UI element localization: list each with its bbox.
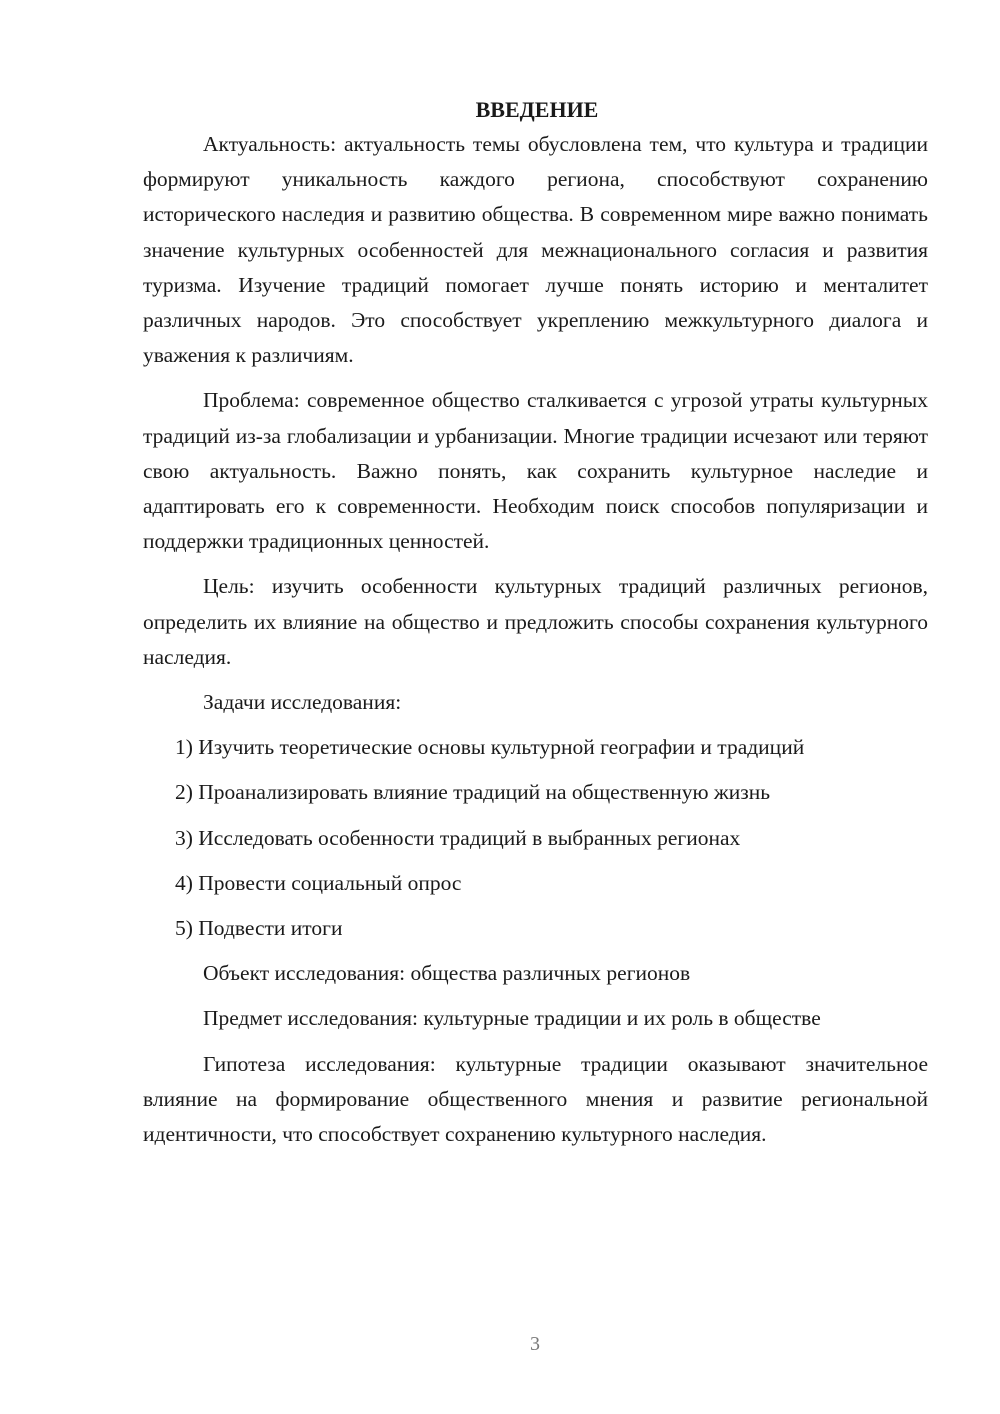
page-title: ВВЕДЕНИЕ <box>475 97 599 122</box>
problem-paragraph: Проблема: современное общество сталкивается с угрозой утраты культурных традиций из-за глобализации и урбанизации. Многие традиции исчезают или теряют свою актуальность. Важно понять, как сохранить культурное наследие и адаптировать его к современности. Необходим поиск способов популяризации и поддержки традиционных ценностей. <box>143 388 928 554</box>
tasks-list <box>143 730 928 946</box>
research-subject: Предмет исследования: культурные традиции и их роль в обществе <box>203 1006 821 1031</box>
relevance-paragraph: Актуальность: актуальность темы обусловлена тем, что культура и традиции формируют уникальность каждого региона, способствуют сохранению исторического наследия и развитию общества. В современном мире важно понимать значение культурных особенностей для межнационального согласия и развития туризма. Изучение традиций помогает лучше понять историю и менталитет различных народов. Это способствует укреплению межкультурного диалога и уважения к различиям. <box>143 132 928 368</box>
task-item: 2) Проанализировать влияние традиций на общественную жизнь <box>175 780 771 805</box>
research-hypothesis: Гипотеза исследования: культурные традиции оказывают значительное влияние на формирование общественного мнения и развитие региональной идентичности, что способствует сохранению культурного наследия. <box>143 1051 928 1147</box>
task-item: 3) Исследовать особенности традиций в выбранных регионах <box>175 825 741 850</box>
goal-paragraph: Цель: изучить особенности культурных традиций различных регионов, определить их влияние на общество и предложить способы сохранения культурного наследия. <box>143 574 928 669</box>
document-page <box>143 92 928 1162</box>
page-number: 3 <box>530 1333 540 1355</box>
research-object: Объект исследования: общества различных регионов <box>203 961 691 986</box>
task-item: 1) Изучить теоретические основы культурной географии и традиций <box>175 735 805 760</box>
task-item: 5) Подвести итоги <box>175 916 343 941</box>
task-item: 4) Провести социальный опрос <box>175 870 462 895</box>
tasks-heading: Задачи исследования: <box>203 690 402 715</box>
